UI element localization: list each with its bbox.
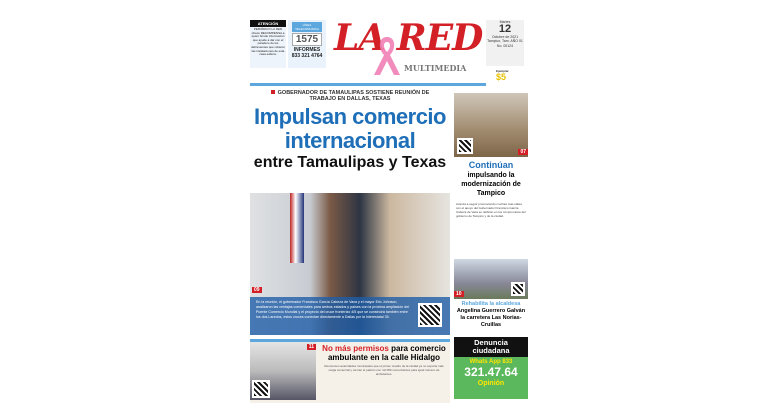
story1-photo — [454, 93, 528, 157]
title-rest: para comercio ambulante en la calle Hidalgo — [327, 344, 446, 362]
phone-box — [288, 20, 326, 68]
main-story-header — [250, 90, 450, 173]
story1-subtitle: impulsando la modernización de Tampico — [461, 172, 521, 197]
pink-ribbon-icon — [372, 35, 402, 77]
qr-code-icon — [252, 380, 270, 398]
qr-code-icon — [457, 138, 473, 154]
attention-title: ATENCIÓN — [250, 20, 286, 27]
denuncia-title: Denuncia ciudadana — [454, 337, 528, 357]
headline-line-1: Impulsan comercio — [253, 104, 446, 129]
attention-text: PERIÓDICO LA RED ofrece RECOMPENSA a quien brinde información que ayude a dar con el paradero de los delincuentes que robaron las instalaciones de esta casa editora. — [251, 27, 285, 57]
qr-code-icon — [511, 282, 525, 296]
headline-line-2: internacional — [284, 128, 416, 153]
qr-code-icon — [418, 303, 442, 327]
bottom-text: Reconocen autoridades municipales que el primer cuadro de la ciudad ya no soporta más carga comercial y cierran el padrón con mil 050 comerciantes para igual número de ambulantes. — [324, 364, 444, 376]
phone-number: 1575 — [292, 33, 322, 46]
logo-subtitle: MULTIMEDIA — [404, 63, 467, 73]
attention-box — [250, 20, 286, 68]
whatsapp-label: Whats App 833 — [469, 359, 513, 365]
page-ref: 07 — [520, 149, 526, 155]
weekday: Martes — [499, 20, 511, 24]
main-headline — [250, 105, 450, 173]
story2-photo — [454, 259, 528, 299]
opinion-label: Opinión — [477, 380, 505, 387]
price — [496, 69, 509, 82]
caption-text: En la reunión, el gobernador Francisco García Cabeza de Vaca y el mayor Eric Johnson, analizaron las ventajas comerciales para ambos estados y países con la próxima ampliación del Puente Comercio Mundial y el proyecto del cruce fronterizo 4/5 que se construirá también entre los dos Laredos, estos cruces conectan directamente a Dallas por la Interestatal 35. — [256, 300, 410, 319]
denuncia-phone: 321.47.64 — [464, 365, 518, 379]
day: 12 — [498, 23, 512, 36]
phone-label: LÍNEA TELECOMUNICA — [292, 22, 322, 32]
right-story-2 — [454, 259, 528, 329]
page-ref: 10 — [456, 291, 462, 297]
informes-label: INFORMES — [293, 47, 321, 53]
denuncia-box — [454, 337, 528, 399]
date-box — [486, 20, 524, 66]
page-ref: 11 — [308, 344, 314, 350]
price-value: $5 — [496, 72, 507, 82]
main-kicker: GOBERNADOR DE TAMAULIPAS SOSTIENE REUNIÓN DE TRABAJO EN DALLAS, TEXAS — [270, 90, 430, 102]
title-highlight: No más permisos — [322, 344, 389, 353]
logo-text: LA RED — [334, 17, 483, 59]
right-story-1 — [454, 93, 528, 220]
headline-line-3: entre Tamaulipas y Texas — [253, 154, 447, 171]
bottom-story — [250, 339, 450, 403]
bottom-photo — [250, 342, 316, 400]
bottom-title — [320, 344, 448, 362]
story2-kicker: Rehabilita la alcaldesa — [461, 301, 521, 307]
main-caption — [250, 297, 450, 335]
divider — [250, 83, 486, 86]
newspaper-front-page — [248, 15, 530, 403]
masthead-logo — [334, 19, 484, 79]
story1-title: Continúan — [468, 160, 514, 170]
story1-text: Avanza a seguir promoviendo muchas más calles con el apoyo del Gobernador Francisco García Cabeza de Vaca se ratifican en los compromisos del gobierno de Tampico y de la ciudad. — [456, 202, 526, 218]
informes-number: 833 321 4764 — [291, 53, 323, 59]
edition: Tampico, Tam. AÑO 01 No. 00124 — [487, 39, 523, 48]
story2-title: Angelina Guerrero Galván la carretera Las Norias-Cruillas — [456, 308, 526, 328]
page-ref: 09 — [254, 287, 260, 293]
price-label: Ejemplar — [496, 69, 509, 73]
flag — [290, 193, 304, 263]
month-year: Octubre de 2021 — [491, 35, 519, 40]
